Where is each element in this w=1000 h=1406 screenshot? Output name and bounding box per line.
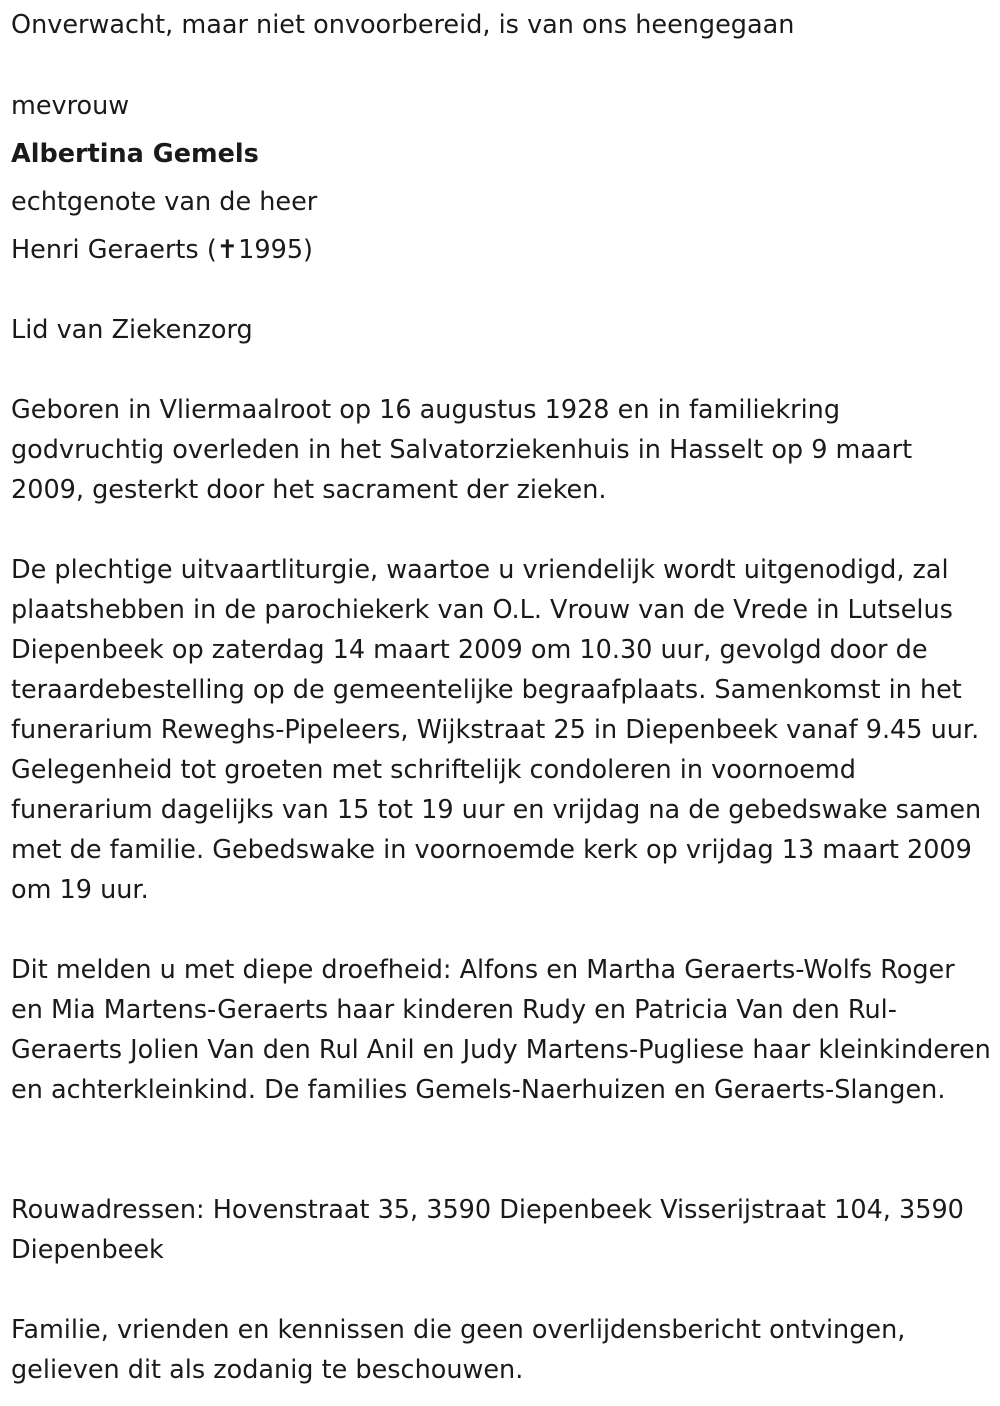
spouse-line	[11, 234, 313, 266]
funeral-paragraph: De plechtige uitvaartliturgie, waartoe u vriendelijk wordt uitgenodigd, zal plaatshebben in de parochiekerk van O.L. Vrouw van de Vrede in Lutselus Diepenbeek op zaterdag 14 maart 2009 om 10.30 uur, gevolgd door de teraardebestelling op de gemeentelijke begraafplaats. Samenkomst in het funerarium Reweghs-Pipeleers, Wijkstraat 25 in Diepenbeek vanaf 9.45 uur. Gelegenheid tot groeten met schriftelijk condoleren in voornoemd funerarium dagelijks van 15 tot 19 uur en vrijdag na de gebedswake samen met de familie. Gebedswake in voornoemde kerk op vrijdag 13 maart 2009 om 19 uur.	[11, 555, 982, 905]
spouse-name: Henri Geraerts (	[11, 235, 217, 265]
closing-paragraph: Familie, vrienden en kennissen die geen overlijdensbericht ontvingen, gelieven dit als zodanig te beschouwen.	[11, 1315, 906, 1385]
family-paragraph: Dit melden u met diepe droefheid: Alfons en Martha Geraerts-Wolfs Roger en Mia Martens-Geraerts haar kinderen Rudy en Patricia Van den Rul-Geraerts Jolien Van den Rul Anil en Judy Martens-Pugliese haar kleinkinderen en achterkleinkind. De families Gemels-Naerhuizen en Geraerts-Slangen.	[11, 955, 991, 1105]
deceased-name: Albertina Gemels	[11, 139, 259, 169]
spouse-intro: echtgenote van de heer	[11, 187, 318, 217]
addresses-paragraph: Rouwadressen: Hovenstraat 35, 3590 Diepenbeek Visserijstraat 104, 3590 Diepenbeek	[11, 1195, 964, 1265]
spouse-year: 1995)	[238, 235, 314, 265]
intro-line: Onverwacht, maar niet onvoorbereid, is van ons heengegaan	[11, 10, 795, 40]
cross-icon: ✝	[216, 235, 239, 265]
birth-death-paragraph: Geboren in Vliermaalroot op 16 augustus 1928 en in familiekring godvruchtig overleden in het Salvatorziekenhuis in Hasselt op 9 maart 2009, gesterkt door het sacrament der zieken.	[11, 395, 913, 505]
title-prefix: mevrouw	[11, 91, 130, 121]
membership: Lid van Ziekenzorg	[11, 315, 253, 345]
